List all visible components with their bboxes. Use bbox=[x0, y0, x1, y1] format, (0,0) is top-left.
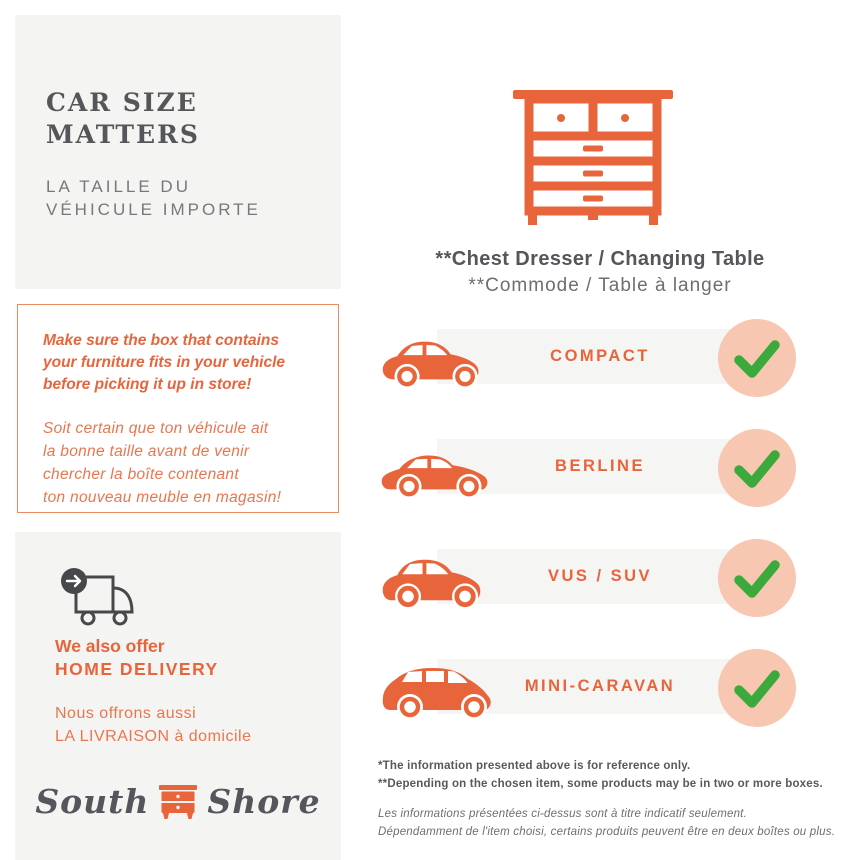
title-en-line1: CAR SIZE bbox=[46, 88, 198, 117]
check-circle-icon bbox=[718, 429, 796, 507]
vehicle-row-minivan bbox=[375, 652, 845, 738]
title-en-line2: MATTERS bbox=[46, 120, 200, 149]
suv-car-icon bbox=[380, 548, 496, 612]
vehicle-row-compact bbox=[375, 322, 845, 408]
check-circle-icon bbox=[718, 319, 796, 397]
footnotes-english bbox=[378, 758, 848, 793]
notice-fr-line: Soit certain que ton véhicule ait bbox=[43, 420, 269, 437]
pickup-notice-box bbox=[17, 304, 339, 513]
pickup-notice-english bbox=[43, 330, 324, 396]
vehicle-row-suv bbox=[375, 542, 845, 628]
vehicle-label: BERLINE bbox=[555, 457, 645, 475]
delivery-panel bbox=[15, 532, 341, 860]
check-circle-icon bbox=[718, 539, 796, 617]
logo-word-shore: Shore bbox=[207, 782, 321, 821]
product-title-french: **Commode / Table à langer bbox=[468, 275, 732, 296]
vehicle-label: MINI-CARAVAN bbox=[524, 677, 676, 695]
notice-en-line: before picking it up in store! bbox=[43, 376, 252, 393]
notice-en-line: your furniture fits in your vehicle bbox=[43, 354, 286, 371]
check-circle-icon bbox=[718, 649, 796, 727]
logo-word-south: South bbox=[35, 782, 150, 821]
delivery-offer-english bbox=[55, 635, 219, 681]
notice-fr-line: ton nouveau meuble en magasin! bbox=[43, 489, 282, 506]
delivery-en-line2: HOME DELIVERY bbox=[55, 659, 219, 679]
notice-fr-line: la bonne taille avant de venir bbox=[43, 443, 250, 460]
title-french bbox=[46, 175, 321, 221]
product-title bbox=[370, 248, 830, 297]
compact-car-icon bbox=[380, 328, 496, 392]
vehicle-row-berline bbox=[375, 432, 845, 518]
footnotes-french bbox=[378, 806, 848, 841]
chest-dresser-icon bbox=[513, 84, 673, 232]
delivery-fr-line1: Nous offrons aussi bbox=[55, 705, 197, 722]
delivery-fr-line2: LA LIVRAISON à domicile bbox=[55, 728, 252, 745]
notice-en-line: Make sure the box that contains bbox=[43, 332, 279, 349]
delivery-offer-french bbox=[55, 702, 251, 748]
footnote-fr-line2: Dépendamment de l'item choisi, certains produits peuvent être en deux boîtes ou plus. bbox=[378, 825, 836, 838]
title-panel bbox=[15, 15, 341, 289]
footnote-en-line2: **Depending on the chosen item, some products may be in two or more boxes. bbox=[378, 777, 823, 790]
vehicle-label: VUS / SUV bbox=[547, 567, 653, 585]
footnote-en-line1: *The information presented above is for reference only. bbox=[378, 760, 691, 772]
vehicle-label: COMPACT bbox=[550, 347, 650, 365]
sedan-car-icon bbox=[380, 438, 496, 502]
footnote-fr-line1: Les informations présentées ci-dessus sont à titre indicatif seulement. bbox=[378, 808, 747, 820]
product-title-english: **Chest Dresser / Changing Table bbox=[435, 248, 765, 270]
title-english bbox=[46, 87, 321, 151]
south-shore-logo bbox=[15, 782, 341, 821]
footnotes bbox=[378, 758, 848, 841]
delivery-en-line1: We also offer bbox=[55, 636, 165, 656]
title-fr-line2: VÉHICULE IMPORTE bbox=[46, 200, 261, 219]
minivan-car-icon bbox=[380, 658, 500, 722]
delivery-truck-icon bbox=[53, 568, 137, 632]
nightstand-icon bbox=[158, 783, 198, 820]
title-fr-line1: LA TAILLE DU bbox=[46, 177, 191, 196]
pickup-notice-french bbox=[43, 417, 324, 509]
notice-fr-line: chercher la boîte contenant bbox=[43, 466, 239, 483]
